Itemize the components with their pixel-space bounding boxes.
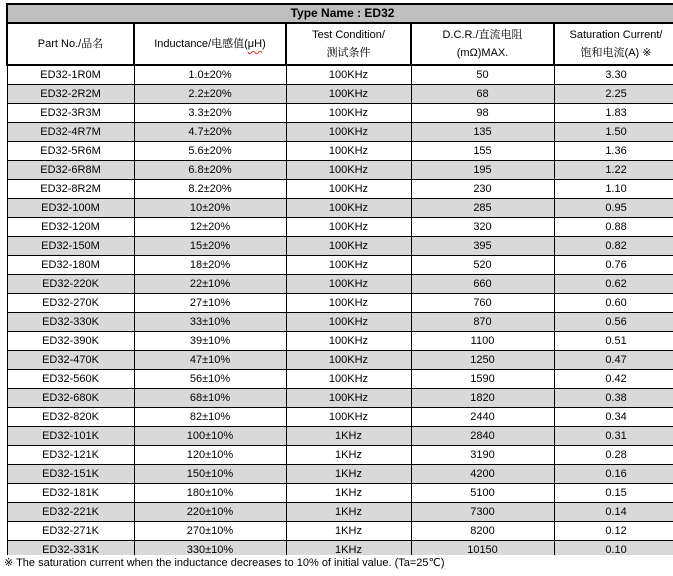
part-no-cell: ED32-680K xyxy=(7,389,134,408)
inductance-cell: 330±10% xyxy=(134,541,286,556)
dcr-cell: 8200 xyxy=(411,522,554,541)
saturation-current-cell: 0.88 xyxy=(554,218,673,237)
test-condition-cell: 100KHz xyxy=(286,65,411,85)
test-condition-cell: 100KHz xyxy=(286,408,411,427)
column-header-row xyxy=(7,23,673,65)
table-row xyxy=(7,104,673,123)
table-row xyxy=(7,123,673,142)
dcr-cell: 760 xyxy=(411,294,554,313)
table-row xyxy=(7,389,673,408)
part-no-cell: ED32-5R6M xyxy=(7,142,134,161)
dcr-cell: 285 xyxy=(411,199,554,218)
inductance-cell: 270±10% xyxy=(134,522,286,541)
saturation-current-cell: 1.36 xyxy=(554,142,673,161)
dcr-cell: 870 xyxy=(411,313,554,332)
table-row xyxy=(7,161,673,180)
test-condition-cell: 100KHz xyxy=(286,237,411,256)
part-no-cell: ED32-330K xyxy=(7,313,134,332)
saturation-header-line1: Saturation Current/ xyxy=(569,28,663,41)
table-row xyxy=(7,218,673,237)
part-no-cell: ED32-8R2M xyxy=(7,180,134,199)
part-no-cell: ED32-1R0M xyxy=(7,65,134,85)
inductance-cell: 82±10% xyxy=(134,408,286,427)
dcr-cell: 10150 xyxy=(411,541,554,556)
saturation-current-cell: 0.82 xyxy=(554,237,673,256)
test-condition-cell: 100KHz xyxy=(286,351,411,370)
saturation-current-cell: 0.38 xyxy=(554,389,673,408)
part-no-cell: ED32-181K xyxy=(7,484,134,503)
part-no-cell: ED32-100M xyxy=(7,199,134,218)
saturation-current-cell: 2.25 xyxy=(554,85,673,104)
saturation-current-cell: 1.50 xyxy=(554,123,673,142)
table-body xyxy=(7,65,673,555)
part-no-cell: ED32-560K xyxy=(7,370,134,389)
table-row xyxy=(7,427,673,446)
dcr-cell: 50 xyxy=(411,65,554,85)
inductance-header-label xyxy=(135,35,285,53)
dcr-cell: 2840 xyxy=(411,427,554,446)
inductance-cell: 12±20% xyxy=(134,218,286,237)
inductance-cell: 22±10% xyxy=(134,275,286,294)
inductance-cell: 180±10% xyxy=(134,484,286,503)
saturation-current-cell: 3.30 xyxy=(554,65,673,85)
saturation-current-cell: 0.51 xyxy=(554,332,673,351)
saturation-current-cell: 0.16 xyxy=(554,465,673,484)
table-row xyxy=(7,275,673,294)
part-no-cell: ED32-120M xyxy=(7,218,134,237)
col-header-dcr xyxy=(411,23,554,65)
saturation-current-cell: 0.34 xyxy=(554,408,673,427)
dcr-cell: 1590 xyxy=(411,370,554,389)
dcr-cell: 155 xyxy=(411,142,554,161)
part-no-cell: ED32-3R3M xyxy=(7,104,134,123)
inductance-cell: 3.3±20% xyxy=(134,104,286,123)
dcr-cell: 68 xyxy=(411,85,554,104)
saturation-current-cell: 0.47 xyxy=(554,351,673,370)
inductance-cell: 27±10% xyxy=(134,294,286,313)
footnote: ※ The saturation current when the inductance decreases to 10% of initial value. (Ta=25℃) xyxy=(4,557,445,569)
inductance-cell: 18±20% xyxy=(134,256,286,275)
part-no-cell: ED32-270K xyxy=(7,294,134,313)
inductance-cell: 4.7±20% xyxy=(134,123,286,142)
table-row xyxy=(7,522,673,541)
inductance-header-prefix: Inductance/电感值( xyxy=(154,37,248,50)
part-no-cell: ED32-271K xyxy=(7,522,134,541)
inductance-cell: 220±10% xyxy=(134,503,286,522)
inductance-cell: 100±10% xyxy=(134,427,286,446)
dcr-cell: 660 xyxy=(411,275,554,294)
col-header-test-condition xyxy=(286,23,411,65)
test-condition-header-line1: Test Condition/ xyxy=(312,28,385,41)
table-row xyxy=(7,85,673,104)
test-condition-cell: 100KHz xyxy=(286,180,411,199)
inductance-cell: 68±10% xyxy=(134,389,286,408)
saturation-current-cell: 0.15 xyxy=(554,484,673,503)
test-condition-cell: 100KHz xyxy=(286,389,411,408)
part-no-cell: ED32-121K xyxy=(7,446,134,465)
table-row xyxy=(7,541,673,556)
test-condition-cell: 100KHz xyxy=(286,142,411,161)
dcr-header-line1: D.C.R./直流电阻 xyxy=(442,28,523,41)
dcr-cell: 520 xyxy=(411,256,554,275)
test-condition-cell: 100KHz xyxy=(286,294,411,313)
saturation-current-cell: 0.56 xyxy=(554,313,673,332)
test-condition-cell: 100KHz xyxy=(286,218,411,237)
table-row xyxy=(7,484,673,503)
part-no-cell: ED32-151K xyxy=(7,465,134,484)
inductance-cell: 10±20% xyxy=(134,199,286,218)
test-condition-cell: 1KHz xyxy=(286,503,411,522)
saturation-current-cell: 0.76 xyxy=(554,256,673,275)
inductance-cell: 33±10% xyxy=(134,313,286,332)
inductance-cell: 120±10% xyxy=(134,446,286,465)
col-header-saturation-current xyxy=(554,23,673,65)
inductance-cell: 150±10% xyxy=(134,465,286,484)
inductance-cell: 8.2±20% xyxy=(134,180,286,199)
part-no-cell: ED32-470K xyxy=(7,351,134,370)
table-row xyxy=(7,294,673,313)
inductance-cell: 47±10% xyxy=(134,351,286,370)
dcr-cell: 230 xyxy=(411,180,554,199)
part-no-header-label: Part No./品名 xyxy=(37,37,104,50)
table-row xyxy=(7,351,673,370)
test-condition-cell: 100KHz xyxy=(286,332,411,351)
test-condition-cell: 100KHz xyxy=(286,313,411,332)
dcr-header-line2: (mΩ)MAX. xyxy=(456,47,509,59)
saturation-current-cell: 1.10 xyxy=(554,180,673,199)
spellcheck-squiggle-unit: μH xyxy=(247,37,263,50)
test-condition-cell: 100KHz xyxy=(286,275,411,294)
part-no-cell: ED32-180M xyxy=(7,256,134,275)
part-no-cell: ED32-4R7M xyxy=(7,123,134,142)
spec-table xyxy=(6,3,673,555)
part-no-cell: ED32-150M xyxy=(7,237,134,256)
saturation-current-cell: 0.31 xyxy=(554,427,673,446)
table-row xyxy=(7,332,673,351)
test-condition-cell: 100KHz xyxy=(286,85,411,104)
saturation-current-cell: 0.95 xyxy=(554,199,673,218)
test-condition-cell: 1KHz xyxy=(286,427,411,446)
dcr-cell: 1820 xyxy=(411,389,554,408)
table-row xyxy=(7,503,673,522)
saturation-current-cell: 0.14 xyxy=(554,503,673,522)
saturation-current-cell: 1.22 xyxy=(554,161,673,180)
inductance-cell: 1.0±20% xyxy=(134,65,286,85)
banner-row xyxy=(7,4,673,23)
type-name-banner: Type Name : ED32 xyxy=(7,4,673,23)
table-row xyxy=(7,465,673,484)
dcr-cell: 5100 xyxy=(411,484,554,503)
saturation-current-cell: 0.60 xyxy=(554,294,673,313)
table-row xyxy=(7,370,673,389)
inductance-cell: 6.8±20% xyxy=(134,161,286,180)
saturation-current-cell: 0.10 xyxy=(554,541,673,556)
test-condition-cell: 1KHz xyxy=(286,484,411,503)
spec-table-container xyxy=(6,3,673,555)
dcr-cell: 195 xyxy=(411,161,554,180)
test-condition-cell: 1KHz xyxy=(286,465,411,484)
dcr-cell: 135 xyxy=(411,123,554,142)
part-no-cell: ED32-221K xyxy=(7,503,134,522)
dcr-cell: 2440 xyxy=(411,408,554,427)
test-condition-cell: 1KHz xyxy=(286,541,411,556)
dcr-cell: 1100 xyxy=(411,332,554,351)
test-condition-cell: 100KHz xyxy=(286,370,411,389)
dcr-cell: 7300 xyxy=(411,503,554,522)
inductance-cell: 39±10% xyxy=(134,332,286,351)
part-no-cell: ED32-820K xyxy=(7,408,134,427)
dcr-cell: 320 xyxy=(411,218,554,237)
dcr-cell: 395 xyxy=(411,237,554,256)
inductance-header-suffix: ) xyxy=(262,37,266,50)
table-row xyxy=(7,446,673,465)
col-header-inductance xyxy=(134,23,286,65)
dcr-cell: 3190 xyxy=(411,446,554,465)
saturation-header-line2: 饱和电流(A) ※ xyxy=(580,47,652,59)
dcr-cell: 4200 xyxy=(411,465,554,484)
part-no-cell: ED32-220K xyxy=(7,275,134,294)
saturation-current-cell: 0.12 xyxy=(554,522,673,541)
part-no-cell: ED32-390K xyxy=(7,332,134,351)
saturation-current-cell: 0.62 xyxy=(554,275,673,294)
part-no-cell: ED32-331K xyxy=(7,541,134,556)
inductance-cell: 56±10% xyxy=(134,370,286,389)
table-row xyxy=(7,408,673,427)
dcr-cell: 1250 xyxy=(411,351,554,370)
inductance-cell: 5.6±20% xyxy=(134,142,286,161)
saturation-current-cell: 0.28 xyxy=(554,446,673,465)
test-condition-header-line2: 测试条件 xyxy=(326,47,371,59)
inductance-cell: 2.2±20% xyxy=(134,85,286,104)
table-row xyxy=(7,256,673,275)
test-condition-cell: 100KHz xyxy=(286,161,411,180)
part-no-cell: ED32-101K xyxy=(7,427,134,446)
table-row xyxy=(7,142,673,161)
part-no-cell: ED32-2R2M xyxy=(7,85,134,104)
table-row xyxy=(7,199,673,218)
saturation-current-cell: 0.42 xyxy=(554,370,673,389)
test-condition-cell: 100KHz xyxy=(286,123,411,142)
dcr-cell: 98 xyxy=(411,104,554,123)
inductance-cell: 15±20% xyxy=(134,237,286,256)
test-condition-cell: 100KHz xyxy=(286,199,411,218)
table-row xyxy=(7,237,673,256)
col-header-part-no xyxy=(7,23,134,65)
test-condition-cell: 1KHz xyxy=(286,446,411,465)
test-condition-cell: 100KHz xyxy=(286,256,411,275)
table-row xyxy=(7,65,673,85)
table-row xyxy=(7,313,673,332)
table-row xyxy=(7,180,673,199)
part-no-cell: ED32-6R8M xyxy=(7,161,134,180)
saturation-current-cell: 1.83 xyxy=(554,104,673,123)
test-condition-cell: 100KHz xyxy=(286,104,411,123)
test-condition-cell: 1KHz xyxy=(286,522,411,541)
